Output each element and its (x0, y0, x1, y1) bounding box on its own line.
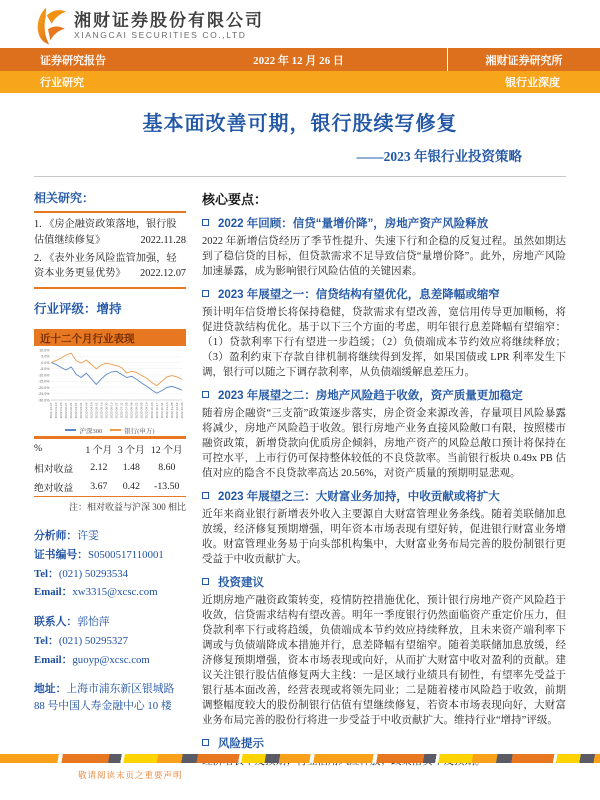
row-label: 绝对收益 (34, 482, 74, 494)
row-label: 相对收益 (34, 463, 74, 475)
sidebar (34, 189, 186, 769)
company-name-en: XIANGCAI SECURITIES CO.,LTD (74, 30, 247, 41)
cell-value: 2.12 (90, 462, 108, 474)
contact-label: 联系人： (34, 616, 78, 629)
svg-text:-25.0%: -25.0% (38, 392, 50, 397)
cell-value: 0.42 (122, 481, 140, 493)
address-row (34, 681, 186, 714)
legend-label: 沪深300 (79, 427, 103, 435)
svg-text:2022-05-16: 2022-05-16 (99, 402, 104, 419)
square-bullet-icon (202, 739, 209, 746)
tel-label: Tel： (34, 634, 59, 647)
section-body: 随着房企融资“三支箭”政策逐步落实，房企资金来源改善，存量项目风险暴露将减少，房地产风险趋于收敛。银行房地产业务直接风险敞口有限，按照楼市融资政策，新增贷款向优质房企倾斜，房地产资产的风险总敞口预计将保持在可控水平，上市行仍可保持整体较低的不良贷款率。当前银行板块 0.49x PB 估值对应的隐含不良贷款率高达 20.56%，对资产质量的预期明显悲观。 (202, 408, 566, 479)
divider (34, 211, 186, 213)
section-heading (202, 286, 566, 302)
industry-bar (0, 71, 600, 93)
email-row (34, 652, 186, 669)
related-research-item: 1. 《房企融资政策落地，银行股估值继续修复》 2022.11.28 (34, 217, 186, 249)
column-header: 3 个月 (117, 444, 145, 456)
svg-text:-20.0%: -20.0% (38, 386, 50, 391)
related-research-title: 相关研究： (34, 191, 95, 205)
svg-text:2022-10-03: 2022-10-03 (149, 402, 154, 419)
key-points-title: 核心要点： (202, 192, 268, 207)
tel-value: (021) 50293534 (58, 567, 129, 580)
svg-text:2022-12-26: 2022-12-26 (180, 402, 184, 419)
svg-text:2022-01-24: 2022-01-24 (59, 402, 64, 419)
svg-text:2022-06-13: 2022-06-13 (109, 402, 114, 419)
content-columns (0, 177, 600, 769)
svg-text:-10.0%: -10.0% (38, 373, 50, 378)
svg-text:2022-09-05: 2022-09-05 (139, 402, 144, 419)
main-content (186, 189, 566, 769)
svg-text:2022-11-28: 2022-11-28 (169, 402, 174, 419)
section-heading (202, 735, 566, 751)
svg-text:2022-07-25: 2022-07-25 (124, 402, 129, 419)
email-value: xw3315@xcsc.com (72, 586, 158, 599)
section-title: 2023 年展望之一：信贷结构有望优化，息差降幅或缩窄 (218, 289, 500, 301)
header-logo-row (0, 0, 600, 48)
table-row (34, 458, 186, 477)
svg-text:2022-02-07: 2022-02-07 (64, 402, 69, 419)
analyst-name: 许雯 (77, 530, 99, 543)
legend-label: 银行(申万) (124, 427, 155, 435)
table-header-row (34, 439, 186, 458)
analyst-row (34, 528, 186, 545)
square-bullet-icon (202, 219, 209, 226)
svg-text:2022-08-08: 2022-08-08 (129, 402, 134, 419)
svg-text:-5.0%: -5.0% (40, 367, 50, 372)
section-heading (202, 488, 566, 504)
svg-text:2022-04-18: 2022-04-18 (89, 402, 94, 419)
performance-chart (34, 346, 186, 425)
section-body: 2022 年新增信贷经历了季节性提升、失速下行和企稳的反复过程。虽然如期达到了稳信贷的目标，但贷款需求不足导致信贷“量增价降”。此外，房地产风险加速暴露，成为影响银行风险估值的关键因素。 (202, 236, 566, 277)
rating-label: 行业评级： (34, 302, 97, 317)
svg-text:2022-03-07: 2022-03-07 (74, 402, 79, 419)
spacer (34, 670, 186, 681)
company-name-cn: 湘财证券股份有限公司 (74, 10, 264, 30)
page-subtitle: ——2023 年银行业投资策略 (356, 149, 522, 164)
svg-text:2022-09-19: 2022-09-19 (144, 402, 149, 419)
square-bullet-icon (202, 578, 209, 585)
report-date: 2022 年 12 月 26 日 (253, 54, 344, 67)
svg-text:2022-05-02: 2022-05-02 (94, 402, 99, 419)
address-label: 地址： (34, 683, 67, 696)
related-research-item: 2. 《表外业务风险监管加强，轻资本业务更显优势》 2022.12.07 (34, 251, 186, 283)
section-title: 风险提示 (218, 738, 264, 750)
svg-text:2022-12-12: 2022-12-12 (174, 402, 179, 419)
table-note: 注：相对收益与沪深 300 相比 (68, 502, 186, 513)
legend-entry (110, 426, 154, 435)
svg-text:2022-05-30: 2022-05-30 (104, 402, 109, 419)
email-label: Email： (34, 586, 73, 599)
section-title: 2023 年展望之二：房地产风险趋于收敛，资产质量更加稳定 (218, 390, 523, 402)
cell-value: -13.50 (154, 481, 180, 493)
svg-text:2022-07-11: 2022-07-11 (119, 402, 124, 419)
svg-text:2022-10-17: 2022-10-17 (154, 402, 159, 419)
research-institute-label: 湘财证券研究所 (447, 48, 600, 71)
svg-text:-30.0%: -30.0% (38, 398, 50, 403)
performance-table (34, 439, 186, 497)
section-body: 预计明年信贷增长将保持稳健，贷款需求有望改善，宽信用传导更加顺畅，将促进贷款结构优化。基于以下三个方面的考虑，明年银行息差降幅有望缩窄：（1）贷款利率下行有望进一步趋缓；（2）负债端成本节约效应将继续释放；（3）盈利约束下存款自律机制将继续得到发挥，如果国债或 LPR 利率发生下调，银行可以随之下调存款利率，从负债端缓解息差压力。 (202, 307, 566, 378)
divider (34, 287, 186, 289)
related-research-date: 2022.12.07 (140, 268, 186, 280)
cert-label: 证书编号： (34, 548, 88, 561)
square-bullet-icon (202, 391, 209, 398)
tel-row (34, 633, 186, 650)
svg-text:-15.0%: -15.0% (38, 379, 50, 384)
page-title: 基本面改善可期，银行股续写修复 (142, 113, 458, 135)
cert-number: S0500517110001 (87, 548, 164, 561)
square-bullet-icon (202, 492, 209, 499)
svg-text:0.0%: 0.0% (41, 361, 50, 366)
footer-stripe-decoration (0, 754, 600, 763)
related-research-list (34, 217, 186, 282)
industry-rating (34, 299, 186, 317)
email-label: Email： (34, 653, 73, 666)
section-body: 近年来商业银行新增表外收入主要源自大财富管理业务条线。随着美联储加息放缓，经济修复预期增强，明年资本市场表现有望好转，促进银行财富业务增收。财富管理业务易于向头部机构集中，大财富业务布局完善的股份制银行更受益于中收贡献扩大。 (202, 509, 566, 565)
section-title: 2022 年回顾：信贷“量增价降”，房地产资产风险释放 (218, 218, 489, 230)
tel-label: Tel： (34, 567, 59, 580)
cell-value: 8.60 (158, 462, 176, 474)
svg-text:2022-03-21: 2022-03-21 (79, 402, 84, 419)
section-heading (202, 387, 566, 403)
svg-text:2022-06-27: 2022-06-27 (114, 402, 119, 419)
square-bullet-icon (202, 290, 209, 297)
spacer (34, 603, 186, 614)
column-header: 12 个月 (150, 444, 183, 456)
chart-title: 近十二个月行业表现 (34, 329, 186, 346)
column-header: 1 个月 (85, 444, 113, 456)
svg-text:2022-04-04: 2022-04-04 (84, 402, 89, 419)
table-row (34, 477, 186, 497)
address-value: 上海市浦东新区银城路 88 号中国人寿金融中心 10 楼 (34, 683, 175, 713)
industry-depth-label: 银行业深度 (505, 77, 560, 89)
svg-text:2022-08-22: 2022-08-22 (134, 402, 139, 419)
company-name-block (74, 11, 264, 41)
svg-text:10.0%: 10.0% (39, 348, 50, 353)
column-header: % (34, 443, 43, 455)
contact-row (34, 614, 186, 631)
chart-plot (34, 346, 186, 425)
svg-text:2021-12-27: 2021-12-27 (49, 402, 53, 419)
svg-text:5.0%: 5.0% (41, 354, 50, 359)
section-heading (202, 574, 566, 590)
analyst-label: 分析师： (34, 530, 78, 543)
report-type-bar (0, 48, 600, 71)
rating-value: 增持 (96, 302, 122, 317)
contact-name: 郭怡萍 (77, 616, 110, 629)
legend-entry (65, 426, 102, 435)
tel-value: (021) 50295327 (58, 634, 129, 647)
related-research-date: 2022.11.28 (140, 234, 186, 246)
svg-text:2022-10-31: 2022-10-31 (159, 402, 164, 419)
section-body: 近期房地产融资政策转变，疫情防控措施优化，预计银行房地产资产风险趋于收敛，信贷需求结构有望改善。明年一季度银行仍然面临资产重定价压力，但贷款利率下行或将趋缓，负债端成本节约效应持续释放，且未来资产端利率下调或与负债端降成本措施并行，息差降幅有望缩窄。随着美联储加息放缓，经济修复预期增强，资本市场表现或向好，从而扩大财富中收对盈利的贡献。建议关注银行股估值修复两大主线：一是区域行业绩具有韧性，有望率先受益于银行基本面改善，经营表现或将领先同业；二是随着楼市风险趋于收敛，前期调整幅度较大的股份制银行估值有望继续修复，若资本市场表现向好，大财富业务布局完善的股份行将进一步受益于中收贡献扩大。维持行业“增持”评级。 (202, 595, 566, 726)
svg-text:2022-01-10: 2022-01-10 (54, 402, 59, 419)
svg-text:2022-11-14: 2022-11-14 (164, 402, 169, 419)
legend-swatch-icon (110, 429, 121, 431)
company-logo-icon (34, 7, 66, 45)
cert-row (34, 547, 186, 564)
section-heading (202, 215, 566, 231)
cell-value: 1.48 (122, 462, 140, 474)
industry-research-label: 行业研究 (40, 77, 84, 89)
legend-swatch-icon (65, 429, 76, 431)
analyst-block (34, 528, 186, 715)
sections (202, 215, 566, 769)
chart-legend (34, 425, 186, 435)
tel-row (34, 566, 186, 583)
section-title: 2023 年展望之三：大财富业务加持，中收贡献或将扩大 (218, 491, 500, 503)
email-row (34, 584, 186, 601)
report-type-label: 证券研究报告 (40, 54, 106, 67)
performance-chart-box (34, 329, 186, 513)
email-value: guoyp@xcsc.com (72, 653, 150, 666)
footer-disclaimer: 敬请阅读末页之重要声明 (78, 770, 183, 780)
section-title: 投资建议 (218, 577, 264, 589)
cell-value: 3.67 (90, 481, 108, 493)
svg-text:2022-02-21: 2022-02-21 (69, 402, 74, 419)
